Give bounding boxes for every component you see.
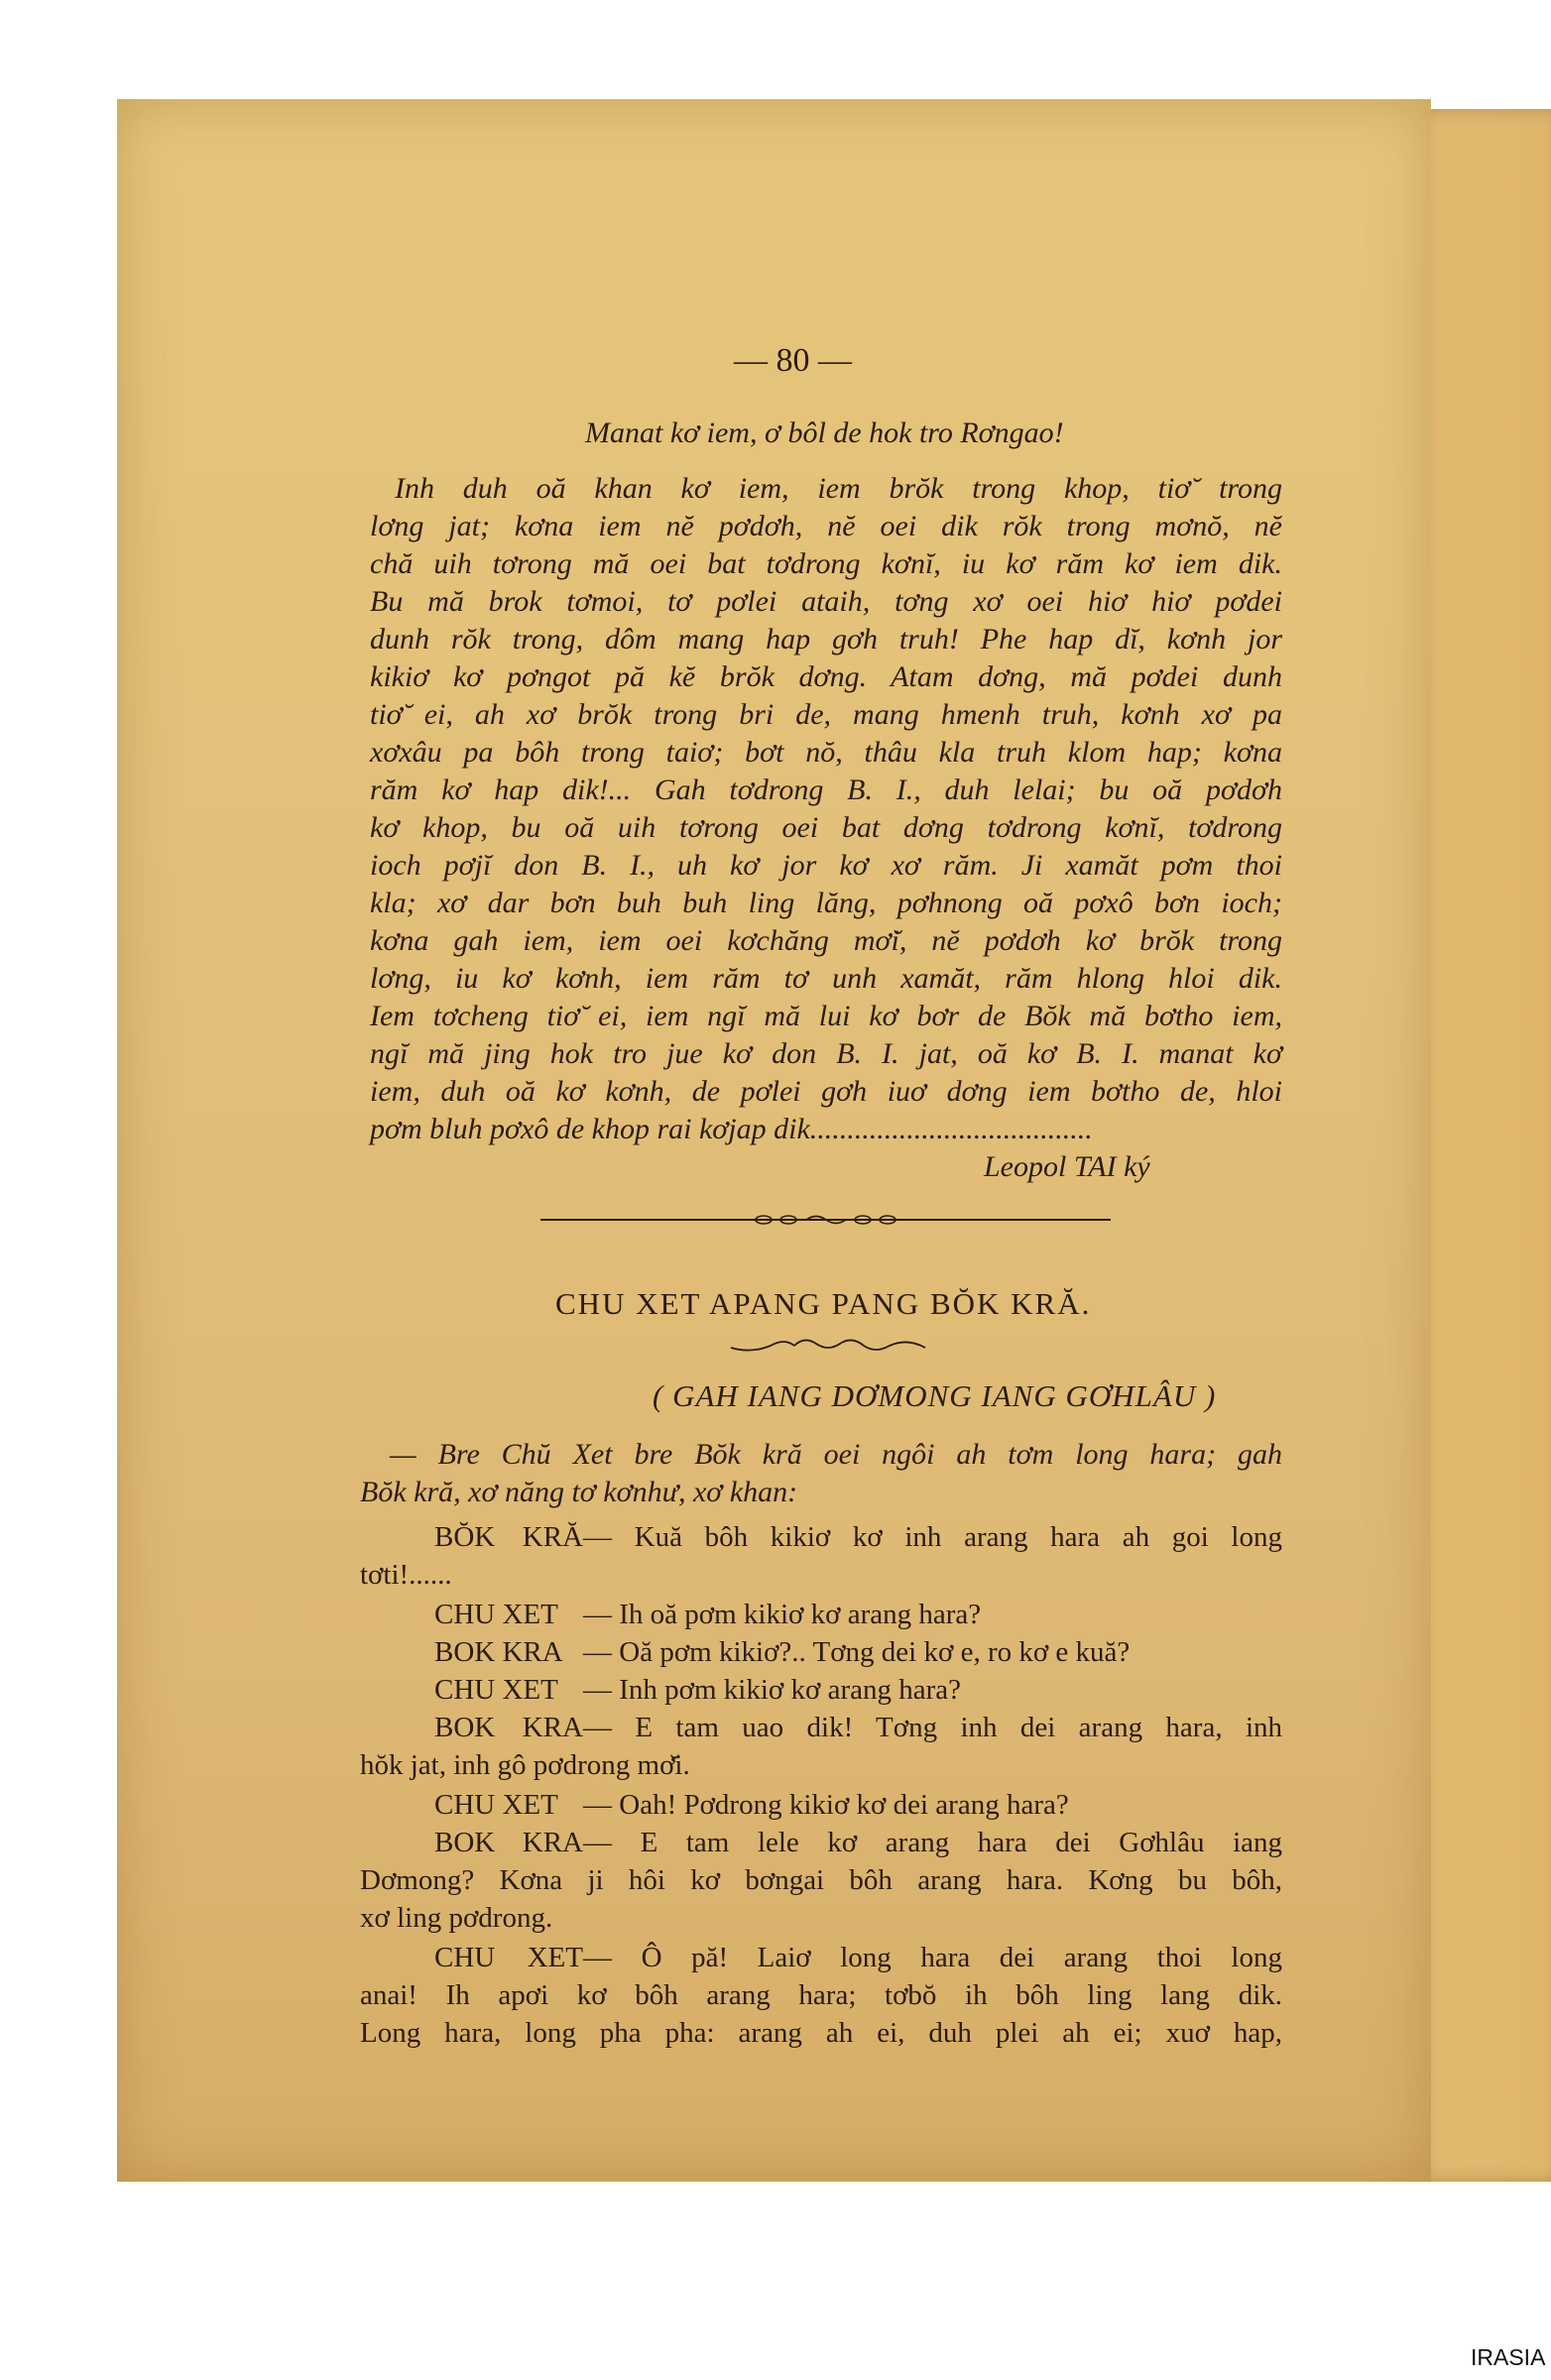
dialogue-continuation: Long hara, long pha pha: arang ah ei, duh plei ah ei; xuơ hap, <box>360 2017 1282 2049</box>
letter-line: ngĭ mă jing hok tro jue kơ don B. I. jat, oă kơ B. I. manat kơ <box>370 1037 1282 1070</box>
speaker-name: BOK KRA <box>434 1827 583 1858</box>
speech-text: — Oă pơm kikiơ?.. Tơng dei kơ e, ro kơ e kuă? <box>583 1636 1131 1668</box>
letter-line: lơng, iu kơ kơnh, iem răm tơ unh xamăt, răm hlong hloi dik. <box>370 962 1282 995</box>
letter-line: Iem tơcheng tiơ̆ ei, iem ngĭ mă lui kơ bơr de Bŏk mă bơtho iem, <box>370 1000 1282 1032</box>
dialogue-line <box>434 1521 1282 1554</box>
speaker-name: BOK KRA <box>434 1636 563 1668</box>
dialogue-line <box>434 1712 1282 1744</box>
speaker-name: CHU XET <box>434 1599 558 1630</box>
speech-text: — E tam lele kơ arang hara dei Gơhlâu iang <box>583 1827 1282 1858</box>
letter-line: iem, duh oă kơ kơnh, de pơlei gơh iuơ dơng iem bơtho de, hloi <box>370 1075 1282 1108</box>
speaker-name: BOK KRA <box>434 1712 583 1743</box>
dialogue-line <box>434 1674 961 1707</box>
letter-title: Manat kơ iem, ơ bôl de hok tro Rơngao! <box>585 416 1064 449</box>
speaker-name: BŎK KRĂ <box>434 1521 583 1553</box>
speaker-name: CHU XET <box>434 1942 583 1973</box>
speech-text: — Ô pă! Laiơ long hara dei arang thoi long <box>583 1942 1282 1973</box>
letter-line: Inh duh oă khan kơ iem, iem brŏk trong khop, tiơ̆ trong <box>395 472 1282 505</box>
dialogue-continuation: anai! Ih apơi kơ bôh arang hara; tơbŏ ih bôh ling lang dik. <box>360 1979 1282 2011</box>
letter-line: chă uih tơrong mă oei bat tơdrong kơnĭ, iu kơ răm kơ iem dik. <box>370 547 1282 580</box>
dialogue-continuation: Dơmong? Kơna ji hôi kơ bơngai bôh arang hara. Kơng bu bôh, <box>360 1864 1282 1896</box>
section-heading: CHU XET APANG PANG BŎK KRĂ. <box>555 1286 1092 1321</box>
letter-line: lơng jat; kơna iem nĕ pơdơh, nĕ oei dik rŏk trong mơnŏ, nĕ <box>370 510 1282 542</box>
letter-line: kơ khop, bu oă uih tơrong oei bat dơng tơdrong kơnĭ, tơdrong <box>370 811 1282 844</box>
dialogue-continuation: xơ ling pơdrong. <box>360 1902 553 1934</box>
dialogue-line <box>434 1599 981 1631</box>
letter-line: xơxâu pa bôh trong taiơ; bơt nŏ, thâu kla truh klom hap; kơna <box>370 736 1282 769</box>
letter-line: Bu mă brok tơmoi, tơ pơlei ataih, tơng xơ oei hiơ hiơ pơdei <box>370 585 1282 618</box>
letter-line: tiơ̆ ei, ah xơ brŏk trong bri de, mang hmenh truh, kơnh xơ pa <box>370 698 1282 731</box>
signature: Leopol TAI ký <box>984 1150 1150 1183</box>
dialogue-continuation: tơti!...... <box>360 1559 452 1591</box>
letter-line: răm kơ hap dik!... Gah tơdrong B. I., duh lelai; bu oă pơdơh <box>370 774 1282 806</box>
intro-line: — Bre Chŭ Xet bre Bŏk kră oei ngôi ah tơm long hara; gah <box>390 1438 1282 1471</box>
speaker-name: CHU XET <box>434 1789 558 1821</box>
letter-line: pơm bluh pơxô de khop rai kơjap dik...................................... <box>370 1113 1093 1145</box>
speech-text: — Oah! Pơdrong kikiơ kơ dei arang hara? <box>583 1789 1069 1821</box>
speech-text: — E tam uao dik! Tơng inh dei arang hara, inh <box>583 1712 1282 1743</box>
heading-ornament <box>729 1336 927 1356</box>
dialogue-line <box>434 1827 1282 1859</box>
dialogue-line <box>434 1636 1130 1669</box>
speech-text: — Ih oă pơm kikiơ kơ arang hara? <box>583 1599 982 1630</box>
dialogue-line <box>434 1789 1069 1822</box>
section-divider <box>540 1214 1111 1226</box>
speaker-name: CHU XET <box>434 1674 558 1706</box>
letter-line: dunh rŏk trong, dôm mang hap gơh truh! Phe hap dĭ, kơnh jor <box>370 623 1282 655</box>
letter-line: kla; xơ dar bơn buh buh ling lăng, pơhnong oă pơxô bơn ioch; <box>370 887 1282 919</box>
letter-line: kikiơ kơ pơngot pă kĕ brŏk dơng. Atam dơng, mă pơdei dunh <box>370 660 1282 693</box>
speech-text: — Inh pơm kikiơ kơ arang hara? <box>583 1674 962 1706</box>
intro-line: Bŏk kră, xơ năng tơ kơnhư, xơ khan: <box>360 1476 798 1508</box>
section-subtitle: ( GAH IANG DƠMONG IANG GƠHLÂU ) <box>653 1378 1217 1413</box>
letter-line: kơna gah iem, iem oei kơchăng mơ̆i, nĕ pơdơh kơ brŏk trong <box>370 924 1282 957</box>
dialogue-continuation: hŏk jat, inh gô pơdrong mơ̆i. <box>360 1749 690 1781</box>
dialogue-line <box>434 1942 1282 1974</box>
page-number: — 80 — <box>734 342 852 379</box>
watermark: IRASIA <box>1471 2344 1546 2370</box>
letter-line: ioch pơjĭ don B. I., uh kơ jor kơ xơ răm. Ji xamăt pơm thoi <box>370 849 1282 882</box>
speech-text: — Kuă bôh kikiơ kơ inh arang hara ah goi long <box>583 1521 1282 1553</box>
